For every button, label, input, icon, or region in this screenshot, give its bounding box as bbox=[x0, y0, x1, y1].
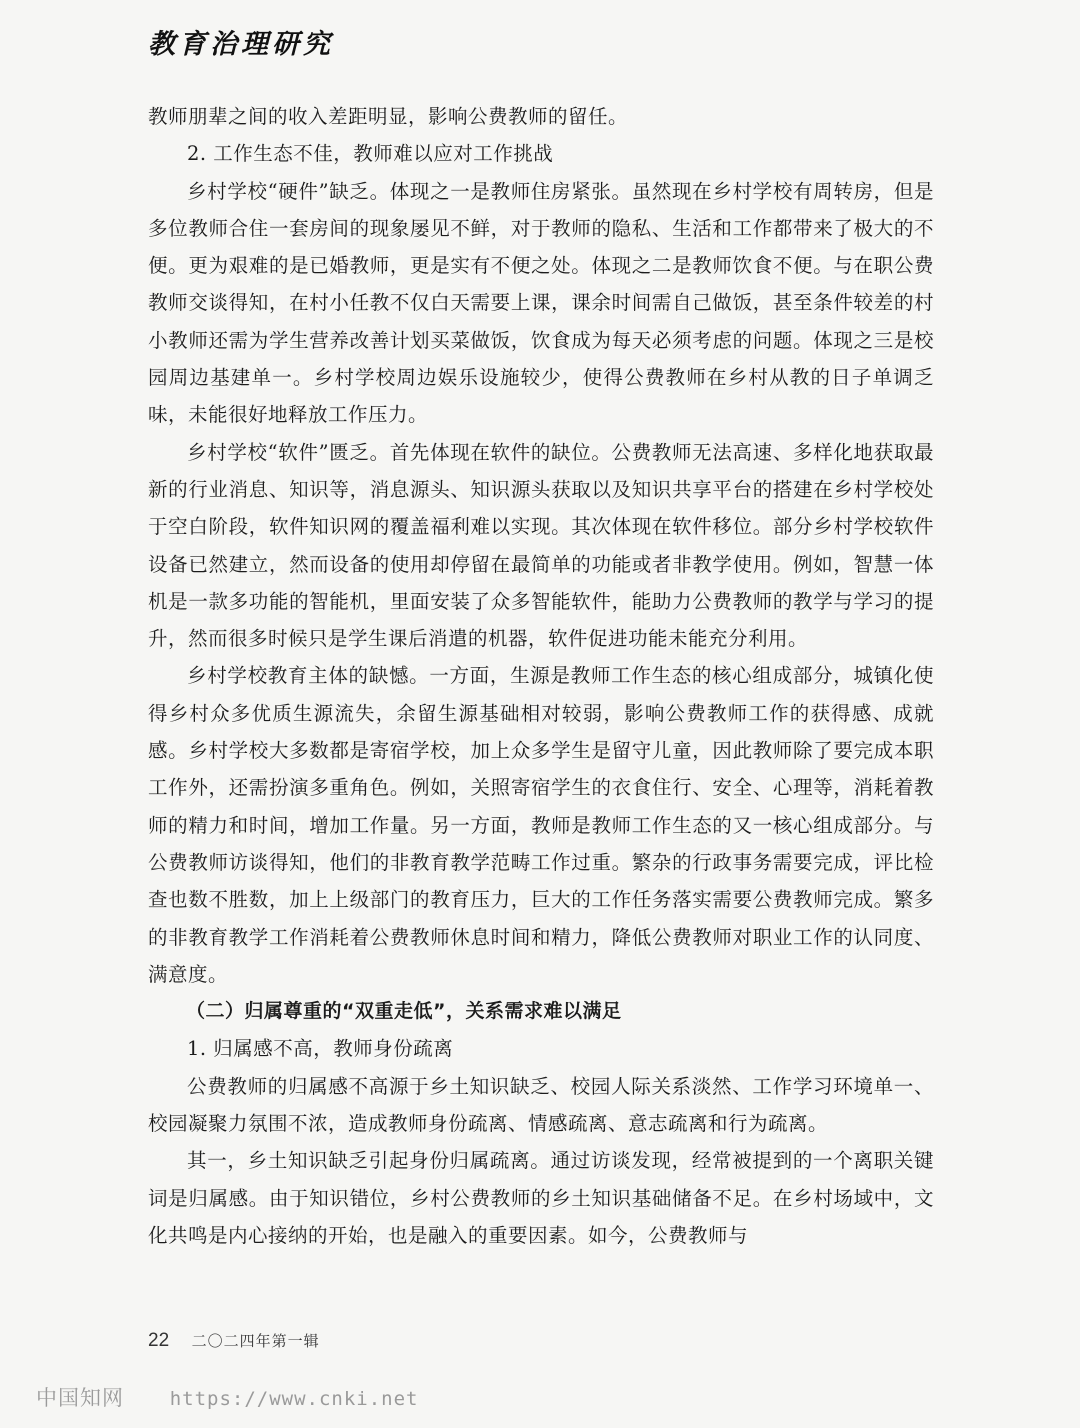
paragraph: 乡村学校“硬件”缺乏。体现之一是教师住房紧张。虽然现在乡村学校有周转房，但是多位教师合住一套房间的现象屡见不鲜，对于教师的隐私、生活和工作都带来了极大的不便。更为艰难的是已婚教师，更是实有不便之处。体现之二是教师饮食不便。与在职公费教师交谈得知，在村小任教不仅白天需要上课，课余时间需自己做饭，甚至条件较差的村小教师还需为学生营养改善计划买菜做饭，饮食成为每天必须考虑的问题。体现之三是校园周边基建单一。乡村学校周边娱乐设施较少，使得公费教师在乡村从教的日子单调乏味，未能很好地释放工作压力。 bbox=[148, 179, 934, 427]
paragraph: 1. 归属感不高，教师身份疏离 bbox=[187, 1037, 454, 1061]
paragraph: 乡村学校教育主体的缺憾。一方面，生源是教师工作生态的核心组成部分，城镇化使得乡村众多优质生源流失，余留生源基础相对较弱，影响公费教师工作的获得感、成就感。乡村学校大多数都是寄宿学校，加上众多学生是留守儿童，因此教师除了要完成本职工作外，还需扮演多重角色。例如，关照寄宿学生的衣食住行、安全、心理等，消耗着教师的精力和时间，增加工作量。另一方面，教师是教师工作生态的又一核心组成部分。与公费教师访谈得知，他们的非教育教学范畴工作过重。繁杂的行政事务需要完成，评比检查也数不胜数，加上上级部门的教育压力，巨大的工作任务落实需要公费教师完成。繁多的非教育教学工作消耗着公费教师休息时间和精力，降低公费教师对职业工作的认同度、满意度。 bbox=[148, 664, 934, 986]
section-heading: （二）归属尊重的“双重走低”，关系需求难以满足 bbox=[186, 1000, 622, 1023]
paragraph: 乡村学校“软件”匮乏。首先体现在软件的缺位。公费教师无法高速、多样化地获取最新的行业消息、知识等，消息源头、知识源头获取以及知识共享平台的搭建在乡村学校处于空白阶段，软件知识网的覆盖福利难以实现。其次体现在软件移位。部分乡村学校软件设备已然建立，然而设备的使用却停留在最简单的功能或者非教学使用。例如，智慧一体机是一款多功能的智能机，里面安装了众多智能软件，能助力公费教师的教学与学习的提升，然而很多时候只是学生课后消遣的机器，软件促进功能未能充分利用。 bbox=[148, 440, 934, 651]
watermark-brand: 中国知网 bbox=[36, 1386, 124, 1410]
paragraph: 其一，乡土知识缺乏引起身份归属疏离。通过访谈发现，经常被提到的一个离职关键词是归属感。由于知识错位，乡村公费教师的乡土知识基础储备不足。在乡村场域中，文化共鸣是内心接纳的开始，也是融入的重要因素。如今，公费教师与 bbox=[148, 1149, 934, 1247]
page-number: 22 bbox=[148, 1330, 170, 1351]
page-footer bbox=[148, 1330, 320, 1352]
issue-label: 二〇二四年第一辑 bbox=[191, 1333, 320, 1350]
paragraph: 公费教师的归属感不高源于乡土知识缺乏、校园人际关系淡然、工作学习环境单一、校园凝聚力氛围不浓，造成教师身份疏离、情感疏离、意志疏离和行为疏离。 bbox=[148, 1074, 934, 1136]
paragraph: 2. 工作生态不佳，教师难以应对工作挑战 bbox=[187, 142, 554, 166]
watermark-url: https://www.cnki.net bbox=[169, 1388, 419, 1410]
article-body bbox=[148, 98, 934, 1254]
journal-title: 教育治理研究 bbox=[148, 29, 334, 60]
cnki-watermark bbox=[36, 1382, 418, 1412]
paragraph: 教师朋辈之间的收入差距明显，影响公费教师的留任。 bbox=[148, 105, 629, 128]
